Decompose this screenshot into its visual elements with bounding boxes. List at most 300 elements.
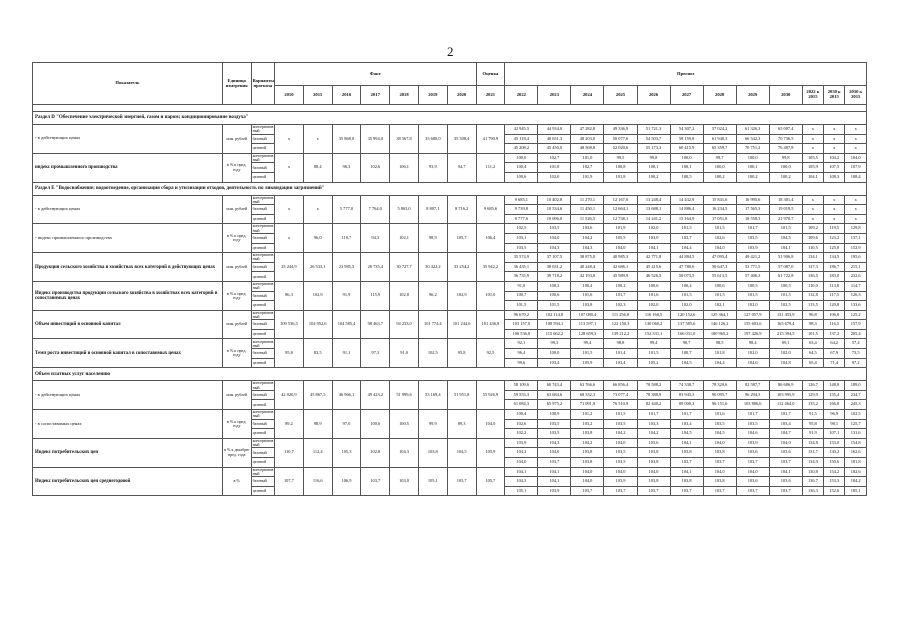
forecast-cell: 102,0 [637,224,670,234]
forecast-cell: 181,8 [845,458,867,468]
forecast-cell: 100,1 [736,163,769,173]
fact-cell: 86,3 [275,281,304,310]
forecast-cell: 102,5 [769,301,802,311]
forecast-cell: 71 091,9 [571,400,604,410]
fact-cell: 104,5 [447,438,476,467]
forecast-cell: 245,3 [845,400,867,410]
row-variant: консерватив ный [252,438,274,448]
row-variant: целевой [251,172,274,182]
header-indicator: Показатель [33,63,223,105]
forecast-cell: 104,0 [505,458,538,468]
header-year: 2027 [670,86,703,105]
forecast-cell: 49 336,9 [604,125,637,135]
row-variant: целевой [251,243,274,253]
fact-cell: 106,4 [476,224,505,253]
row-variant: консерватив ный [252,338,274,348]
header-year: 2026 [637,86,670,105]
forecast-cell: 103,5 [538,419,571,429]
fact-cell: 8 716,2 [447,195,476,224]
fact-cell: 105,7 [476,467,505,496]
forecast-cell: 76 510,9 [604,400,637,410]
forecast-cell: x [845,195,867,205]
forecast-cell: 64,2 [824,339,845,349]
table-row [33,381,867,391]
forecast-cell: 11 526,5 [571,214,604,224]
forecast-cell: 153,3 [824,477,845,487]
forecast-cell: 112,8 [802,291,823,301]
forecast-cell: 100,6 [637,281,670,291]
forecast-cell: 101,6 [637,291,670,301]
forecast-cell: 100,5 [736,281,769,291]
forecast-cell: 9 777,6 [505,214,538,224]
row-variant: консерватив ный [252,467,274,476]
forecast-cell: 165 679,4 [769,320,802,330]
forecast-cell: 103,7 [670,486,703,496]
forecast-cell: 45 989,9 [604,272,637,282]
forecast-cell: 101,7 [736,410,769,420]
forecast-cell: 102,5 [505,224,538,234]
forecast-cell: 100,2 [637,172,670,182]
forecast-cell: 195,6 [845,253,867,263]
forecast-cell: 101,5 [736,291,769,301]
forecast-cell: 105,2 [637,358,670,368]
forecast-cell: 104,8 [769,358,802,368]
fact-cell: 97,3 [361,339,390,368]
fact-cell: 98,9 [418,224,447,253]
forecast-cell: 104,2 [637,429,670,439]
forecast-cell: 137,2 [824,329,845,339]
forecast-cell: 103,9 [538,486,571,496]
forecast-cell: 105,5 [802,153,823,163]
forecast-cell: 130,2 [824,448,845,458]
forecast-cell: 42 945,5 [505,125,538,135]
forecast-cell: 51 906,8 [769,253,802,263]
fact-cell: 105,9 [476,438,505,467]
forecast-cell: 12 664,1 [604,205,637,215]
fact-cell: 103,8 [418,438,447,467]
forecast-cell: 103,0 [637,233,670,243]
forecast-cell: 101,5 [637,349,670,359]
row-variant: целевой [251,329,274,339]
forecast-cell: 47 780,6 [670,262,703,272]
forecast-cell: 100,5 [670,172,703,182]
fact-cell: 98,9 [303,410,332,439]
forecast-cell: 166,8 [824,400,845,410]
forecast-table-sheet [32,62,867,496]
forecast-cell: 183,0 [824,272,845,282]
header-year: 2020 [447,86,476,105]
forecast-cell: 104,6 [736,358,769,368]
fact-cell: 91,1 [332,339,361,368]
forecast-cell: 103,7 [769,486,802,496]
forecast-cell: 54 503,7 [637,134,670,144]
forecast-cell: 100,6 [538,291,571,301]
fact-cell: 53 169,4 [418,381,447,410]
forecast-cell: 131,7 [802,448,823,458]
row-variant: консерватив ный [252,195,274,204]
forecast-cell: 51 721,3 [637,125,670,135]
forecast-cell: 153,0 [824,438,845,448]
forecast-cell: 103,6 [769,477,802,487]
forecast-cell: 182,6 [845,467,867,477]
table-row [33,125,867,135]
forecast-cell: 113 597,1 [571,320,604,330]
header-year: 2030 к 2015 [845,86,867,105]
forecast-cell: 91,5 [802,410,823,420]
forecast-cell: 107,9 [845,163,867,173]
header-year: 2028 [703,86,736,105]
forecast-cell: 101,5 [703,224,736,234]
forecast-cell: 119,5 [824,224,845,234]
row-indicator-name: Темп роста инвестиций в основной капитал в сопоставимых ценах [33,339,223,368]
forecast-cell: 154,8 [845,438,867,448]
table-row [33,153,867,163]
fact-cell: 5 777,0 [332,195,361,224]
fact-cell: 106,1 [390,153,419,182]
fact-cell: 92,5 [476,339,505,368]
row-variant: базовый [251,320,274,330]
fact-cell: 105,3 [332,438,361,467]
forecast-cell: 101,7 [736,224,769,234]
forecast-cell: 104,0 [571,467,604,477]
fact-cell: 102,8 [361,438,390,467]
forecast-cell: 13 688,1 [637,205,670,215]
forecast-cell: 104,5 [769,233,802,243]
forecast-cell: 96,4 [505,349,538,359]
forecast-cell: 99,4 [637,339,670,349]
forecast-cell: 103,7 [736,486,769,496]
fact-cell: 103,7 [447,467,476,496]
forecast-cell: 76 487,8 [769,144,802,154]
header-year: 2017 [361,86,390,105]
forecast-cell: 100,5 [769,281,802,291]
row-variant: базовый [251,134,274,144]
row-variant: целевой [251,272,274,282]
fact-cell: 96,3 [332,153,361,182]
forecast-cell: 82 587,7 [736,381,769,391]
forecast-cell: 100,0 [505,153,538,163]
forecast-cell: 103,2 [571,419,604,429]
forecast-cell: 101,8 [703,349,736,359]
forecast-cell: x [845,144,867,154]
forecast-cell: 102,3 [604,301,637,311]
forecast-cell: 157,9 [845,320,867,330]
forecast-cell: 101,9 [571,172,604,182]
forecast-cell: 55 173,3 [637,144,670,154]
forecast-cell: 104,0 [571,477,604,487]
forecast-cell: 125,2 [845,310,867,320]
fact-cell: 109 536,5 [275,310,304,339]
forecast-cell: 101,8 [604,172,637,182]
forecast-cell: 103,6 [736,477,769,487]
header-year: 2024 [571,86,604,105]
forecast-cell: 103,8 [571,429,604,439]
forecast-cell: 12 167,0 [604,195,637,205]
forecast-cell: 104,2 [824,153,845,163]
forecast-cell: 98,1 [824,419,845,429]
fact-cell: 49 423,2 [361,381,390,410]
forecast-cell: 103,7 [670,458,703,468]
forecast-cell: 186,7 [824,262,845,272]
forecast-cell: 125,7 [845,419,867,429]
forecast-cell: 105,9 [802,163,823,173]
forecast-cell: 152 331,1 [637,329,670,339]
forecast-cell: 104,0 [703,243,736,253]
forecast-cell: 99,8 [637,153,670,163]
forecast-cell: 101,5 [604,410,637,420]
forecast-cell: 98,5 [703,339,736,349]
row-variant: консерватив ный [252,153,274,163]
table-row [33,224,867,234]
forecast-cell: x [802,214,823,224]
forecast-cell: 104,3 [538,438,571,448]
forecast-cell: 98,7 [670,339,703,349]
forecast-cell: 100,0 [703,163,736,173]
fact-cell: 30 422,2 [418,253,447,282]
forecast-cell: 104,0 [845,153,867,163]
fact-cell: x [303,125,332,154]
row-variant: целевой [251,400,274,410]
forecast-cell: 103,7 [769,458,802,468]
forecast-cell: 100,0 [670,153,703,163]
fact-cell: 102,9 [447,281,476,310]
row-indicator-name: - в действующих ценах [33,125,223,154]
forecast-cell: 74 338,7 [670,381,703,391]
forecast-cell: 103,4 [769,419,802,429]
forecast-cell: 89 000,3 [670,400,703,410]
fact-cell: 100,6 [361,410,390,439]
fact-cell: 101 244,6 [447,310,476,339]
header-estimate: Оценка [476,63,505,86]
forecast-cell: 35 574,9 [505,253,538,263]
forecast-cell: 48 651,3 [538,134,571,144]
forecast-cell: 104,1 [538,467,571,477]
row-unit: в % к пред. году [222,281,251,310]
forecast-cell: 103 886,6 [736,400,769,410]
forecast-cell: 101,5 [769,291,802,301]
forecast-cell: 100,4 [571,281,604,291]
forecast-cell: 61 722,8 [769,272,802,282]
forecast-cell: 104,0 [604,467,637,477]
forecast-cell: 99,3 [538,339,571,349]
forecast-cell: 103,4 [604,358,637,368]
forecast-cell: 102,6 [703,233,736,243]
forecast-cell: 46 526,5 [637,272,670,282]
row-variant: консерватив ный [252,124,274,134]
forecast-cell: 91,9 [802,429,823,439]
forecast-cell: 146 126,2 [703,320,736,330]
forecast-cell: 100,4 [505,410,538,420]
forecast-cell: 103,5 [604,448,637,458]
forecast-cell: 13 248,4 [637,195,670,205]
row-unit: млн. рублей [222,381,251,410]
fact-cell: 89,2 [275,410,304,439]
forecast-cell: 67,9 [824,349,845,359]
forecast-cell: 155,4 [824,390,845,400]
fact-cell: 93,9 [418,153,447,182]
row-indicator-name: Индекс потребительских цен [33,438,223,467]
forecast-cell: 57,4 [845,339,867,349]
forecast-cell: 99,8 [769,153,802,163]
forecast-cell: 42 193,0 [571,272,604,282]
forecast-cell: 104,4 [703,358,736,368]
forecast-cell: 101,0 [571,153,604,163]
fact-cell: 30 727,7 [390,253,419,282]
forecast-cell: 107,1 [824,429,845,439]
forecast-cell: 134,8 [802,438,823,448]
forecast-cell: 103,8 [571,448,604,458]
header-year: 2030 [769,86,802,105]
forecast-cell: 101,5 [802,329,823,339]
forecast-cell: 68 332,3 [571,390,604,400]
forecast-cell: 232,6 [845,272,867,282]
row-unit: в % к декабрю пред. года [222,438,251,467]
forecast-cell: 103,8 [670,448,703,458]
header-year: 2015 [303,86,332,105]
fact-cell: 94,3 [361,224,390,253]
forecast-cell: 98,8 [604,339,637,349]
forecast-cell: 104,1 [769,467,802,477]
forecast-cell: x [845,125,867,135]
fact-cell: 25 244,9 [275,253,304,282]
header-year: 2023 [538,86,571,105]
forecast-cell: 103,8 [637,458,670,468]
forecast-cell: 103,1 [505,233,538,243]
forecast-cell: 104,7 [769,429,802,439]
fact-cell: 23 985,5 [332,253,361,282]
forecast-cell: x [802,144,823,154]
forecast-cell: 38 031,2 [538,262,571,272]
forecast-cell: 9 739,8 [505,205,538,215]
forecast-cell: 104,1 [769,243,802,253]
fact-cell: 98 463,7 [361,310,390,339]
fact-cell: 35 308,4 [447,125,476,154]
forecast-cell: 61 940,3 [703,134,736,144]
forecast-cell: 19 019,5 [769,205,802,215]
forecast-cell: x [824,195,845,205]
forecast-cell: 113,8 [824,281,845,291]
row-variant: базовый [251,419,274,429]
row-indicator-name: Индекс производства продукции сельского хозяйства в хозяйствах всех категорий в сопоставимых ценах [33,281,223,310]
header-year: 2016 [332,86,361,105]
forecast-cell: 40 985,3 [604,253,637,263]
fact-cell: 103,0 [390,467,419,496]
forecast-cell: 101,7 [670,410,703,420]
row-unit: в % [222,467,251,496]
row-variant: консерватив ный [252,310,274,319]
forecast-cell: 60 415,9 [670,144,703,154]
forecast-cell: 104,3 [571,243,604,253]
forecast-cell: 101,6 [703,410,736,420]
forecast-cell: 42 771,8 [637,253,670,263]
fact-cell: 91,0 [390,339,419,368]
forecast-cell: 108,4 [845,172,867,182]
forecast-cell: 129,8 [845,224,867,234]
forecast-cell: x [845,205,867,215]
forecast-cell: 117,5 [824,291,845,301]
forecast-cell: 58 109,6 [505,381,538,391]
row-indicator-name: - в сопоставимых ценах [33,410,223,439]
fact-cell: 51 999,6 [390,381,419,410]
forecast-cell: 152,9 [845,243,867,253]
forecast-cell: 50 073,5 [670,272,703,282]
forecast-cell: 65 975,2 [538,400,571,410]
forecast-cell: 134,5 [824,253,845,263]
forecast-cell: 102,0 [769,349,802,359]
forecast-cell: 18 558,3 [736,214,769,224]
forecast-cell: 189,0 [845,381,867,391]
forecast-cell: 36 735,9 [505,272,538,282]
fact-cell: 115,9 [361,281,390,310]
forecast-cell: 105,1 [505,486,538,496]
forecast-cell: 113,5 [802,301,823,311]
forecast-cell: 14 886,4 [670,205,703,215]
row-unit: в % к пред. году [222,153,251,182]
forecast-cell: 96,8 [802,310,823,320]
forecast-cell: 130,8 [802,467,823,477]
forecast-cell: 110,5 [802,243,823,253]
forecast-cell: 103,8 [637,477,670,487]
forecast-cell: 104,5 [670,358,703,368]
forecast-cell: 100,8 [604,163,637,173]
forecast-cell: 100,2 [769,172,802,182]
row-unit: в % к пред. году [222,410,251,439]
forecast-cell: 100,2 [604,281,637,291]
forecast-cell: x [824,205,845,215]
row-variant: целевой [251,214,274,224]
table-row [33,467,867,477]
forecast-cell: 40 248,4 [571,262,604,272]
forecast-cell: 66 542,3 [736,134,769,144]
row-variant: целевой [251,429,274,439]
forecast-cell: 14 432,9 [670,195,703,205]
forecast-cell: 17 051,8 [703,214,736,224]
fact-cell: x [275,195,304,224]
page-number: 2 [447,44,454,59]
forecast-cell: 104,2 [571,438,604,448]
fact-cell: 28 735,4 [361,253,390,282]
forecast-cell: 125,0 [824,243,845,253]
fact-cell: 110,7 [275,438,304,467]
fact-cell: 111,2 [476,153,505,182]
forecast-cell: 103,6 [637,438,670,448]
forecast-cell: 107 080,4 [571,310,604,320]
forecast-cell: 103,5 [736,233,769,243]
forecast-cell: 104,2 [604,429,637,439]
forecast-cell: 98,4 [736,339,769,349]
forecast-cell: 103,7 [703,486,736,496]
forecast-cell: 103,5 [604,458,637,468]
forecast-cell: 63 766,6 [571,381,604,391]
table-row [33,310,867,320]
row-variant: базовый [251,477,274,487]
fact-cell: 83,5 [303,339,332,368]
fact-cell: 89,3 [447,410,476,439]
header-year: 2018 [390,86,419,105]
forecast-cell: 83 943,3 [670,390,703,400]
forecast-cell: 45 208,2 [505,144,538,154]
forecast-cell: 103,9 [736,438,769,448]
forecast-cell: 102,6 [505,419,538,429]
forecast-cell: 100,1 [637,163,670,173]
forecast-cell: 133,6 [845,301,867,311]
fact-cell: 41 790,9 [476,125,505,154]
fact-cell: 105,1 [418,467,447,496]
forecast-cell: 114,7 [845,281,867,291]
fact-cell: 7 764,0 [361,195,390,224]
forecast-cell: 103,7 [604,486,637,496]
fact-cell: 55 926,9 [476,381,505,410]
